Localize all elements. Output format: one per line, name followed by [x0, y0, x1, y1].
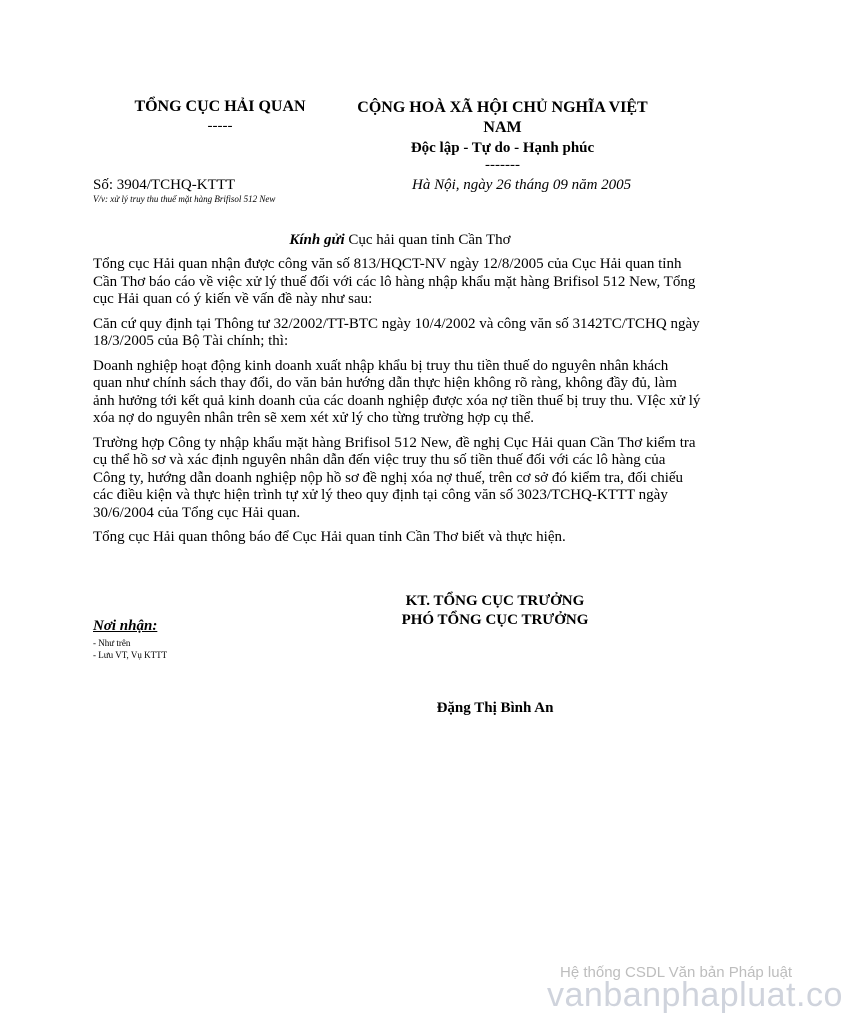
signature-title-block [340, 592, 650, 630]
agency-divider: ----- [207, 118, 233, 134]
body-paragraph: Căn cứ quy định tại Thông tư 32/2002/TT-BTC ngày 10/4/2002 và công văn số 3142TC/TCHQ ngày 18/3/2005 của Bộ Tài chính; thì: [93, 315, 700, 349]
body-paragraph: Tổng cục Hải quan thông báo để Cục Hải quan tỉnh Cần Thơ biết và thực hiện. [93, 529, 566, 545]
document-body [93, 256, 701, 554]
recipient-name: Cục hải quan tỉnh Cần Thơ [348, 232, 511, 248]
watermark-site: vanbanphapluat.co [547, 976, 843, 1014]
document-number: Số: 3904/TCHQ-KTTT [93, 177, 236, 193]
issuing-agency-name: TỔNG CỤC HẢI QUAN [134, 98, 306, 115]
signer-name: Đặng Thị Bình An [436, 700, 554, 716]
national-header-block [345, 98, 660, 174]
watermark-line1: Hệ thống CSDL Văn bản Pháp luật [560, 964, 793, 981]
recipients-heading: Nơi nhận: [93, 618, 158, 634]
signature-title-line2: PHÓ TỔNG CỤC TRƯỞNG [401, 612, 589, 628]
national-motto: Độc lập - Tự do - Hạnh phúc [410, 140, 595, 156]
recipients-list-item: - Như trên [93, 638, 131, 648]
recipients-list [93, 637, 167, 661]
body-paragraph: Doanh nghiệp hoạt động kinh doanh xuất nhập khẩu bị truy thu tiền thuế do nguyên nhân khách quan như chính sách thay đổi, do văn bản hướng dẫn thực hiện không rõ ràng, không đầy đủ, làm ảnh hưởng tới kết quả kinh doanh của các doanh nghiệp được xóa nợ tiền thuế bị truy thu. VIệc xử lý xóa nợ do nguyên nhân trên sẽ xem xét xử lý cho từng trường hợp cụ thể. [93, 357, 701, 426]
body-paragraph: Trường hợp Công ty nhập khẩu mặt hàng Brifisol 512 New, đề nghị Cục Hải quan Cần Thơ kiểm tra cụ thể hồ sơ và xác định nguyên nhân dẫn đến việc truy thu số tiền thuế đối với các lô hàng của Công ty, hướng dẫn doanh nghiệp nộp hồ sơ đề nghị xóa nợ thuế, trên cơ sở đó kiểm tra, đối chiếu các điều kiện và thực hiện trình tự xử lý theo quy định tại công văn số 3023/TCHQ-KTTT ngày 30/6/2004 của Tổng cục Hải quan. [93, 434, 696, 521]
document-date: Hà Nội, ngày 26 tháng 09 năm 2005 [412, 177, 632, 193]
signature-title-line1: KT. TỔNG CỤC TRƯỞNG [405, 593, 585, 609]
recipient-label: Kính gửi [289, 232, 345, 248]
national-title: CỘNG HOÀ XÃ HỘI CHỦ NGHĨA VIỆT NAM [357, 99, 648, 136]
document-subject: V/v: xử lý truy thu thuế mặt hàng Brifisol 512 New [93, 194, 276, 204]
body-paragraph: Tổng cục Hải quan nhận được công văn số 813/HQCT-NV ngày 12/8/2005 của Cục Hải quan tỉnh Cần Thơ báo cáo về việc xử lý thuế đối với các lô hàng nhập khẩu mặt hàng Brifisol 512 New, Tổng cục Hải quan có ý kiến về vấn đề này như sau: [93, 256, 696, 307]
issuing-agency-block [110, 98, 330, 135]
recipients-list-item: - Lưu VT, Vụ KTTT [93, 650, 168, 660]
recipient-line [0, 232, 800, 249]
motto-divider: ------- [485, 157, 520, 173]
